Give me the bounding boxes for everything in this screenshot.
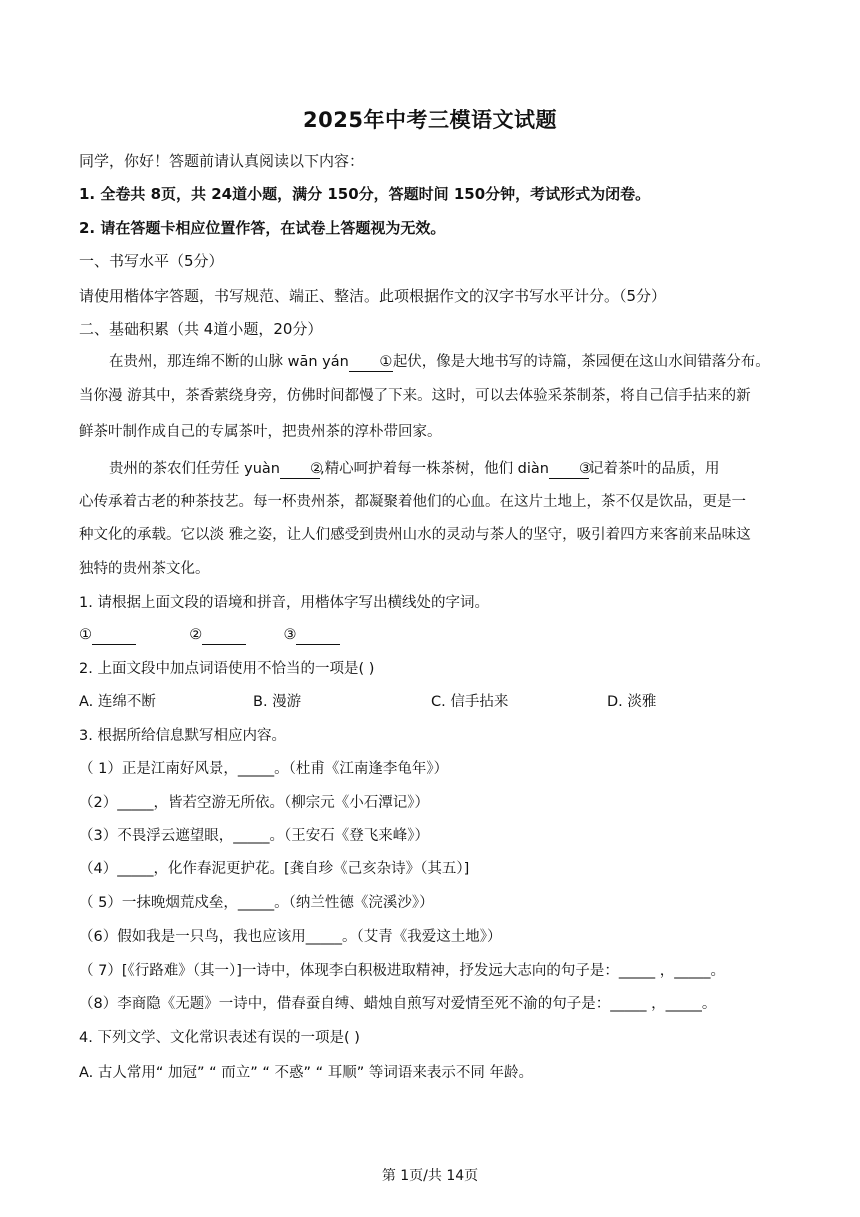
blank-3: ③ bbox=[549, 460, 589, 479]
answer-label-1: ① bbox=[79, 627, 92, 643]
notice-2: 2. 请在答题卡相应位置作答，在试卷上答题视为无效。 bbox=[79, 219, 446, 237]
passage-text: 起伏，像是大地书写的诗篇，茶园便在这山水间错落分布。 bbox=[392, 354, 770, 370]
passage-2-line-3: 种文化的承载。它以淡 雅之姿，让人们感受到贵州山水的灵动与茶人的坚守，吸引着四方来客前来品味这 bbox=[79, 527, 751, 543]
q3-item-3: （3）不畏浮云遮望眼，_____。（王安石《登飞来峰》） bbox=[79, 828, 429, 844]
answer-label-2: ② bbox=[189, 627, 203, 643]
q3-item-5: （ 5）一抹晚烟荒戍垒，_____。（纳兰性德《浣溪沙》） bbox=[79, 895, 434, 911]
passage-2-line-1 bbox=[79, 458, 800, 480]
passage-1-line-3: 鲜茶叶制作成自己的专属茶叶，把贵州茶的淳朴带回家。 bbox=[79, 424, 442, 440]
answer-label-3: ③ bbox=[283, 627, 297, 643]
answer-blank-1[interactable] bbox=[92, 626, 136, 645]
passage-1-line-2: 当你漫 游其中，茶香萦绕身旁，仿佛时间都慢了下来。这时，可以去体验采茶制茶，将自己信手拈来的新 bbox=[79, 388, 751, 404]
q3-item-1: （ 1）正是江南好风景，_____。（杜甫《江南逢李龟年》） bbox=[79, 761, 449, 777]
page-title: 2025年中考三模语文试题 bbox=[303, 108, 557, 132]
answer-blank-2[interactable] bbox=[202, 626, 246, 645]
q3-item-6: （6）假如我是一只鸟，我也应该用_____。（艾青《我爱这土地》） bbox=[79, 929, 502, 945]
question-2: 2. 上面文段中加点词语使用不恰当的一项是( ) bbox=[79, 661, 375, 677]
passage-2-line-2: 心传承着古老的种茶技艺。每一杯贵州茶，都凝聚着他们的心血。在这片土地上，茶不仅是饮品，更是一 bbox=[79, 494, 746, 510]
question-2-options bbox=[79, 691, 800, 713]
section-1-heading: 一、书写水平（5分） bbox=[79, 252, 224, 270]
option-a[interactable]: A. 连绵不断 bbox=[79, 694, 156, 710]
question-1: 1. 请根据上面文段的语境和拼音，用楷体字写出横线处的字词。 bbox=[79, 595, 489, 611]
notice-1: 1. 全卷共 8页，共 24道小题，满分 150分，答题时间 150分钟，考试形式为闭卷。 bbox=[79, 185, 651, 203]
option-c[interactable]: C. 信手拈来 bbox=[431, 694, 509, 710]
option-d[interactable]: D. 淡雅 bbox=[607, 694, 657, 710]
section-2-heading: 二、基础积累（共 4道小题，20分） bbox=[79, 320, 323, 338]
passage-text: 在贵州，那连绵不断的山脉 wān yán bbox=[109, 354, 349, 370]
passage-text: ,精心呵护着每一株茶树，他们 diàn bbox=[319, 461, 549, 477]
question-4: 4. 下列文学、文化常识表述有误的一项是( ) bbox=[79, 1030, 360, 1046]
question-4-option-a[interactable]: A. 古人常用“ 加冠” “ 而立” “ 不惑” “ 耳顺” 等词语来表示不同 年龄。 bbox=[79, 1065, 533, 1081]
page-footer: 第 1页/共 14页 bbox=[381, 1168, 479, 1184]
passage-2-line-4: 独特的贵州茶文化。 bbox=[79, 561, 210, 577]
section-1-desc: 请使用楷体字答题，书写规范、端正、整洁。此项根据作文的汉字书写水平计分。（5分） bbox=[79, 287, 667, 305]
question-1-answers bbox=[79, 624, 800, 646]
q3-item-7: （ 7）[《行路难》（其一）]一诗中，体现李白积极进取精神，抒发远大志向的句子是：_____ ，_____。 bbox=[79, 963, 726, 979]
blank-2: ② bbox=[280, 460, 320, 479]
answer-blank-3[interactable] bbox=[296, 626, 340, 645]
question-3: 3. 根据所给信息默写相应内容。 bbox=[79, 728, 286, 744]
blank-1: ① bbox=[349, 353, 393, 372]
q3-item-2: （2）_____，皆若空游无所依。（柳宗元《小石潭记》） bbox=[79, 795, 429, 811]
passage-text: 记着茶叶的品质，用 bbox=[589, 461, 720, 477]
intro-text: 同学，你好！答题前请认真阅读以下内容： bbox=[79, 152, 365, 170]
passage-text: 贵州的茶农们任劳任 yuàn bbox=[109, 461, 280, 477]
q3-item-8: （8）李商隐《无题》一诗中，借春蚕自缚、蜡烛自煎写对爱情至死不渝的句子是：_____ ，_____。 bbox=[79, 996, 717, 1012]
passage-1-line-1 bbox=[79, 351, 800, 373]
q3-item-4: （4）_____，化作春泥更护花。[龚自珍《己亥杂诗》（其五）] bbox=[79, 861, 470, 877]
option-b[interactable]: B. 漫游 bbox=[253, 694, 302, 710]
